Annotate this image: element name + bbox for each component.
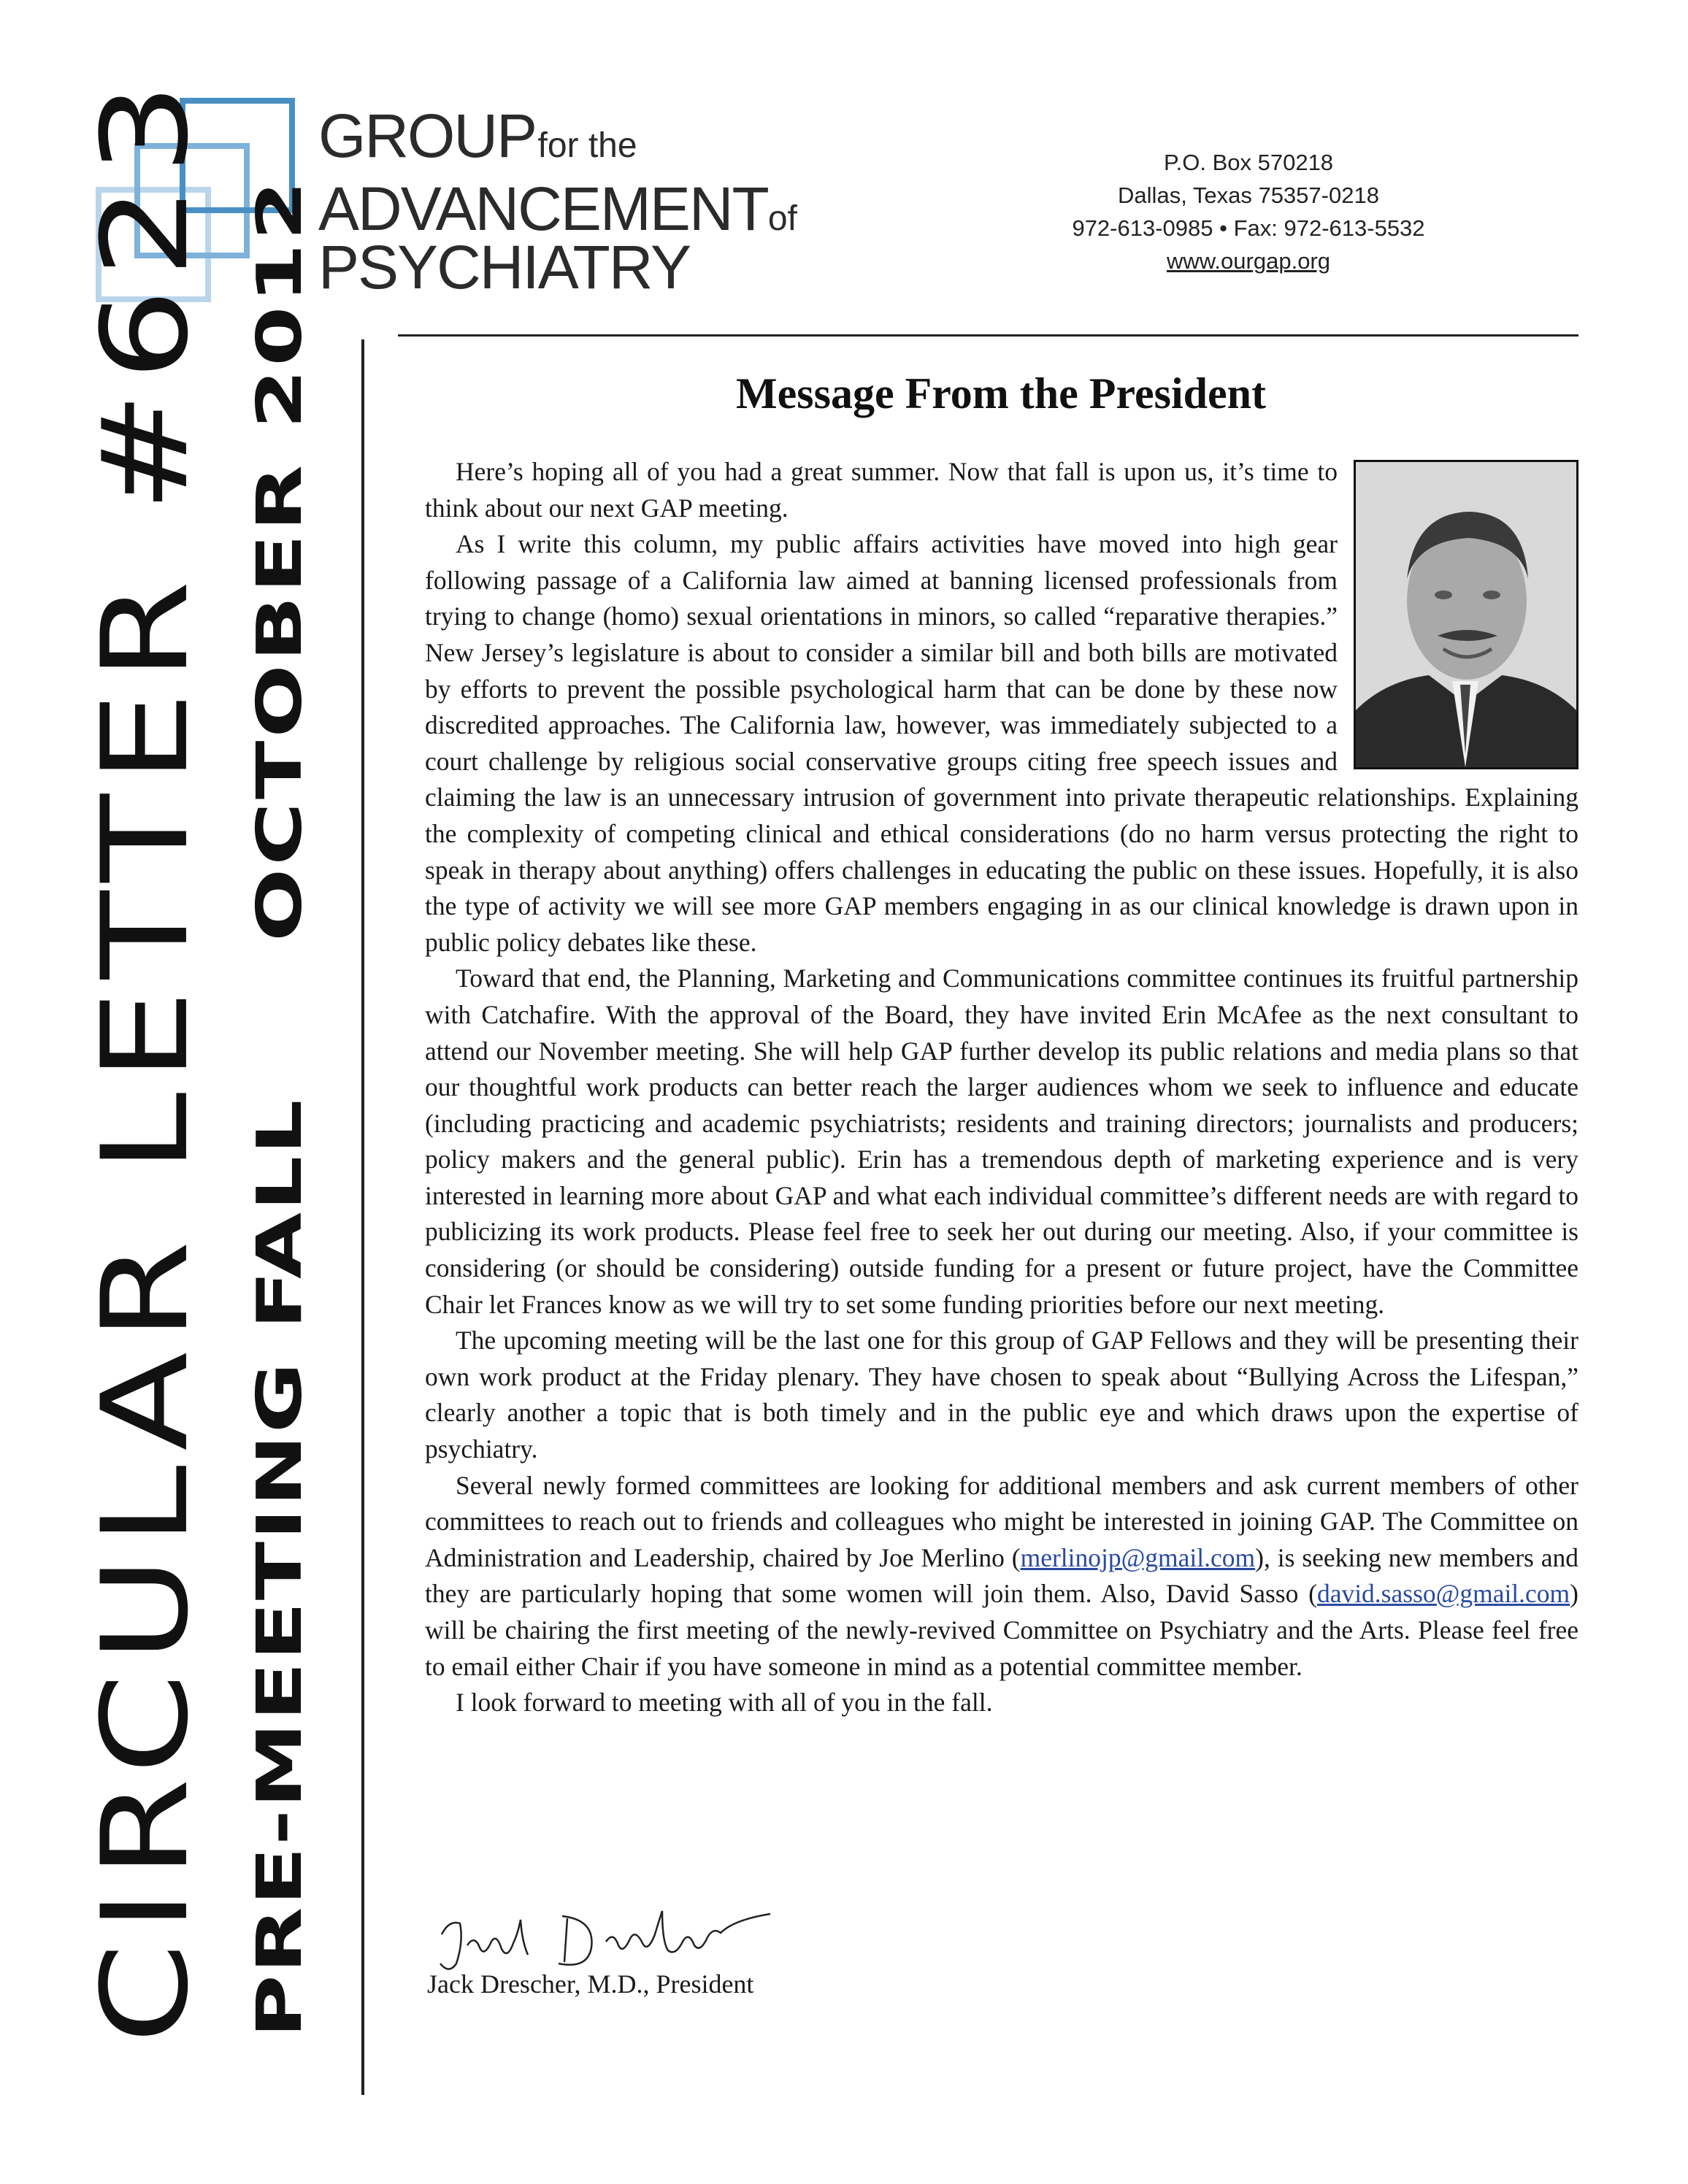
phone-fax: 972-613-0985 • Fax: 972-613-5532 xyxy=(1072,215,1425,241)
paragraph-5-part-c: ) will be chairing the first meeting of the newly-revived Committee on Psychiatry and the Arts. Please feel free to email either Chair if you have someone in mind as a potential committee member. xyxy=(425,1579,1578,1681)
paragraph-1: Here’s hoping all of you had a great summer. Now that fall is upon us, it’s time to think about our next GAP meeting. xyxy=(425,457,1338,523)
sidebar-divider xyxy=(361,339,364,2095)
edition-date: OCTOBER 2012 xyxy=(242,177,316,942)
logo-word-of: of xyxy=(767,199,797,238)
article-title: Message From the President xyxy=(736,369,1266,418)
circular-letter-title: CIRCULAR LETTER #623 xyxy=(76,72,215,2044)
website-link[interactable]: www.ourgap.org xyxy=(1166,248,1330,274)
logo-line-psychiatry xyxy=(318,232,690,303)
header-divider xyxy=(398,334,1578,337)
address-block xyxy=(1015,146,1482,277)
paragraph-4: The upcoming meeting will be the last one for this group of GAP Fellows and they will be presenting their own work product at the Friday plenary. They have chosen to speak about “Bullying Across the Lifespan,” clearly another a topic that is both timely and in the public eye and which draws upon the expertise of psychiatry. xyxy=(425,1326,1578,1464)
po-box: P.O. Box 570218 xyxy=(1163,150,1334,175)
paragraph-5-part-b: ), is seeking new members and they are particularly hoping that some women will join them. Also, David Sasso ( xyxy=(425,1542,1579,1609)
city-line: Dallas, Texas 75357-0218 xyxy=(1118,182,1379,208)
logo-line-group xyxy=(318,101,637,172)
logo-word-psychiatry: PSYCHIATRY xyxy=(318,233,691,301)
portrait-icon xyxy=(1356,462,1576,767)
edition-subtitle: PRE-MEETING FALL xyxy=(242,1098,316,2038)
paragraph-3: Toward that end, the Planning, Marketing and Communications committee continues its fruitful partnership with Catchafire. With the approval of the Board, they have invited Erin McAfee as the next consultant to attend our November meeting. She will help GAP further develop its public relations and media plans so that our thoughtful work products can better reach the larger audiences whom we seek to influence and educate (including practicing and academic psychiatrists; residents and training directors; journalists and producers; policy makers and the general public). Erin has a tremendous depth of marketing experience and is very interested in learning more about GAP and what each individual committee’s different needs are with regard to publicizing its work products. Please feel free to seek her out during our meeting. Also, if your committee is considering (or should be considering) outside funding for a present or future project, have the Committee Chair let Frances know as we will try to set some funding priorities before our next meeting. xyxy=(425,964,1578,1319)
email-link-sasso[interactable]: david.sasso@gmail.com xyxy=(1316,1579,1570,1609)
signer-name: Jack Drescher, M.D., President xyxy=(427,1969,754,1999)
article-body xyxy=(425,454,1578,1721)
paragraph-5 xyxy=(425,1468,1578,1685)
logo-word-for-the: for the xyxy=(537,126,637,165)
email-link-merlino[interactable]: merlinojp@gmail.com xyxy=(1020,1542,1256,1572)
president-photo xyxy=(1354,460,1578,769)
paragraph-6: I look forward to meeting with all of you in the fall. xyxy=(456,1688,993,1718)
paragraph-2: As I write this column, my public affairs activities have moved into high gear following passage of a California law aimed at banning licensed professionals from trying to change (homo) sexual orientations in minors, so called “reparative therapies.” New Jersey’s legislature is about to consider a similar bill and both bills are motivated by efforts to prevent the possible psychological harm that can be done by these now discredited approaches. The California law, however, was immediately subjected to a court challenge by religious social conservative groups citing free speech issues and claiming the law is an unnecessary intrusion of government into private therapeutic relationships. Explaining the complexity of competing clinical and ethical considerations (do no harm versus protecting the right to speak in therapy about anything) offers challenges in educating the public on these issues. Hopefully, it is also the type of activity we will see more GAP members engaging in as our clinical knowledge is drawn upon in public policy debates like these. xyxy=(425,529,1578,957)
logo-word-advancement: ADVANCEMENT xyxy=(318,174,768,243)
paragraph-5-part-a: Several newly formed committees are looking for additional members and ask current members of other committees to reach out to friends and colleagues who might be interested in joining GAP. The Committee on Administration and Leadership, chaired by Joe Merlino ( xyxy=(425,1470,1578,1572)
logo-word-group: GROUP xyxy=(318,101,537,170)
